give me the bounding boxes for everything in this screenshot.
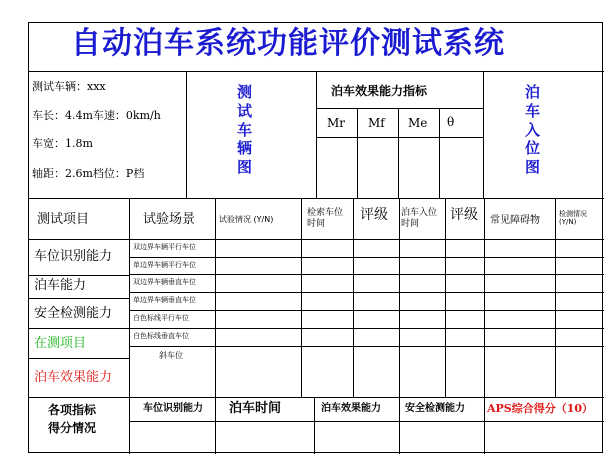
summary-aps-score: APS综合得分（10） — [487, 402, 594, 415]
header-scene: 试验场景 — [143, 212, 196, 227]
header-test-item: 测试项目 — [37, 212, 90, 227]
test-vehicle-image-label — [237, 83, 252, 177]
parking-image-label — [525, 83, 540, 177]
row-line — [29, 328, 129, 329]
col-line — [445, 198, 446, 397]
header-detect: 检测情况 (Y/N) — [559, 210, 587, 227]
summary-effect: 泊车效果能力 — [321, 403, 381, 414]
row-line — [129, 257, 604, 258]
parking-image-char: 车 — [525, 101, 541, 120]
test-item-in-test: 在测项目 — [34, 336, 87, 351]
col-line — [301, 198, 302, 397]
col-line — [215, 198, 216, 397]
header-obstacle: 常见障碍物 — [490, 215, 540, 226]
form-title: 自动泊车系统功能评价测试系统 — [71, 26, 505, 61]
row-line — [129, 274, 604, 275]
parking-image-char: 位 — [525, 139, 541, 158]
scene-label: 双边界车辆平行车位 — [133, 243, 196, 251]
header-result: 试验情况 (Y/N) — [219, 215, 274, 224]
summary-label-line2: 得分情况 — [48, 421, 97, 435]
col-line — [483, 71, 484, 198]
metrics-cols-divider — [316, 137, 483, 138]
scene-label: 单边界车辆垂直车位 — [133, 296, 196, 304]
vehicle-image-char: 辆 — [237, 139, 253, 158]
parking-image-char: 图 — [525, 158, 541, 176]
scene-label: 白色标线垂直车位 — [133, 332, 189, 340]
header-grade-1: 评级 — [360, 207, 388, 223]
vehicle-image-char: 测 — [237, 83, 253, 101]
col-line — [484, 198, 485, 397]
summary-label-line1: 各项指标 — [48, 403, 97, 417]
col-line — [186, 71, 187, 198]
col-line — [555, 198, 556, 397]
vehicle-name: 测试车辆：xxx — [32, 80, 106, 93]
header-search-time: 检索车位时间 — [307, 208, 344, 229]
vehicle-image-char: 试 — [237, 101, 253, 120]
metric-col-mr: Mr — [327, 116, 346, 130]
info-divider — [29, 198, 604, 199]
header-divider — [29, 239, 604, 240]
parking-image-char: 泊 — [525, 83, 541, 101]
row-line — [129, 310, 604, 311]
col-line — [129, 198, 130, 454]
row-line — [29, 358, 129, 359]
col-line — [353, 198, 354, 397]
header-grade-2: 评级 — [450, 207, 478, 223]
metrics-title-divider — [316, 108, 483, 109]
scene-label: 斜车位 — [159, 351, 183, 360]
evaluation-form — [28, 22, 603, 453]
summary-recognition: 车位识别能力 — [143, 403, 203, 414]
test-item: 泊车能力 — [34, 278, 87, 293]
col-line — [399, 397, 400, 454]
test-item: 车位识别能力 — [34, 249, 113, 264]
col-line — [215, 397, 216, 454]
summary-divider — [129, 421, 604, 422]
col-line — [398, 108, 399, 198]
metric-col-me: Me — [408, 116, 428, 130]
col-line — [399, 198, 400, 397]
col-line — [357, 108, 358, 198]
metric-col-theta: θ — [447, 115, 455, 129]
row-line — [129, 292, 604, 293]
col-line — [484, 397, 485, 454]
scene-label: 双边界车辆垂直车位 — [133, 278, 196, 286]
test-item: 安全检测能力 — [34, 306, 113, 321]
summary-parking-time: 泊车时间 — [229, 401, 282, 416]
metric-col-mf: Mf — [368, 116, 385, 130]
scene-label: 白色标线平行车位 — [133, 314, 189, 322]
vehicle-width: 车宽：1.8m — [32, 137, 93, 150]
vehicle-image-char: 车 — [237, 120, 253, 139]
vehicle-wheelbase-gear: 轴距：2.6m档位：P档 — [32, 167, 145, 180]
col-line — [316, 71, 317, 198]
row-line — [29, 275, 129, 276]
vehicle-length-speed: 车长：4.4m车速：0km/h — [32, 109, 161, 122]
table-bottom-divider — [29, 397, 604, 398]
vehicle-image-char: 图 — [237, 158, 253, 176]
row-line — [29, 298, 129, 299]
test-item-effect: 泊车效果能力 — [34, 370, 113, 385]
col-line — [439, 108, 440, 198]
parking-metrics-title: 泊车效果能力指标 — [331, 84, 428, 98]
scene-label: 单边界车辆平行车位 — [133, 261, 196, 269]
row-line — [129, 346, 604, 347]
col-line — [314, 397, 315, 454]
row-line — [129, 328, 604, 329]
parking-image-char: 入 — [525, 120, 541, 139]
header-park-time: 泊车入位时间 — [401, 208, 438, 229]
summary-safety: 安全检测能力 — [405, 403, 465, 414]
